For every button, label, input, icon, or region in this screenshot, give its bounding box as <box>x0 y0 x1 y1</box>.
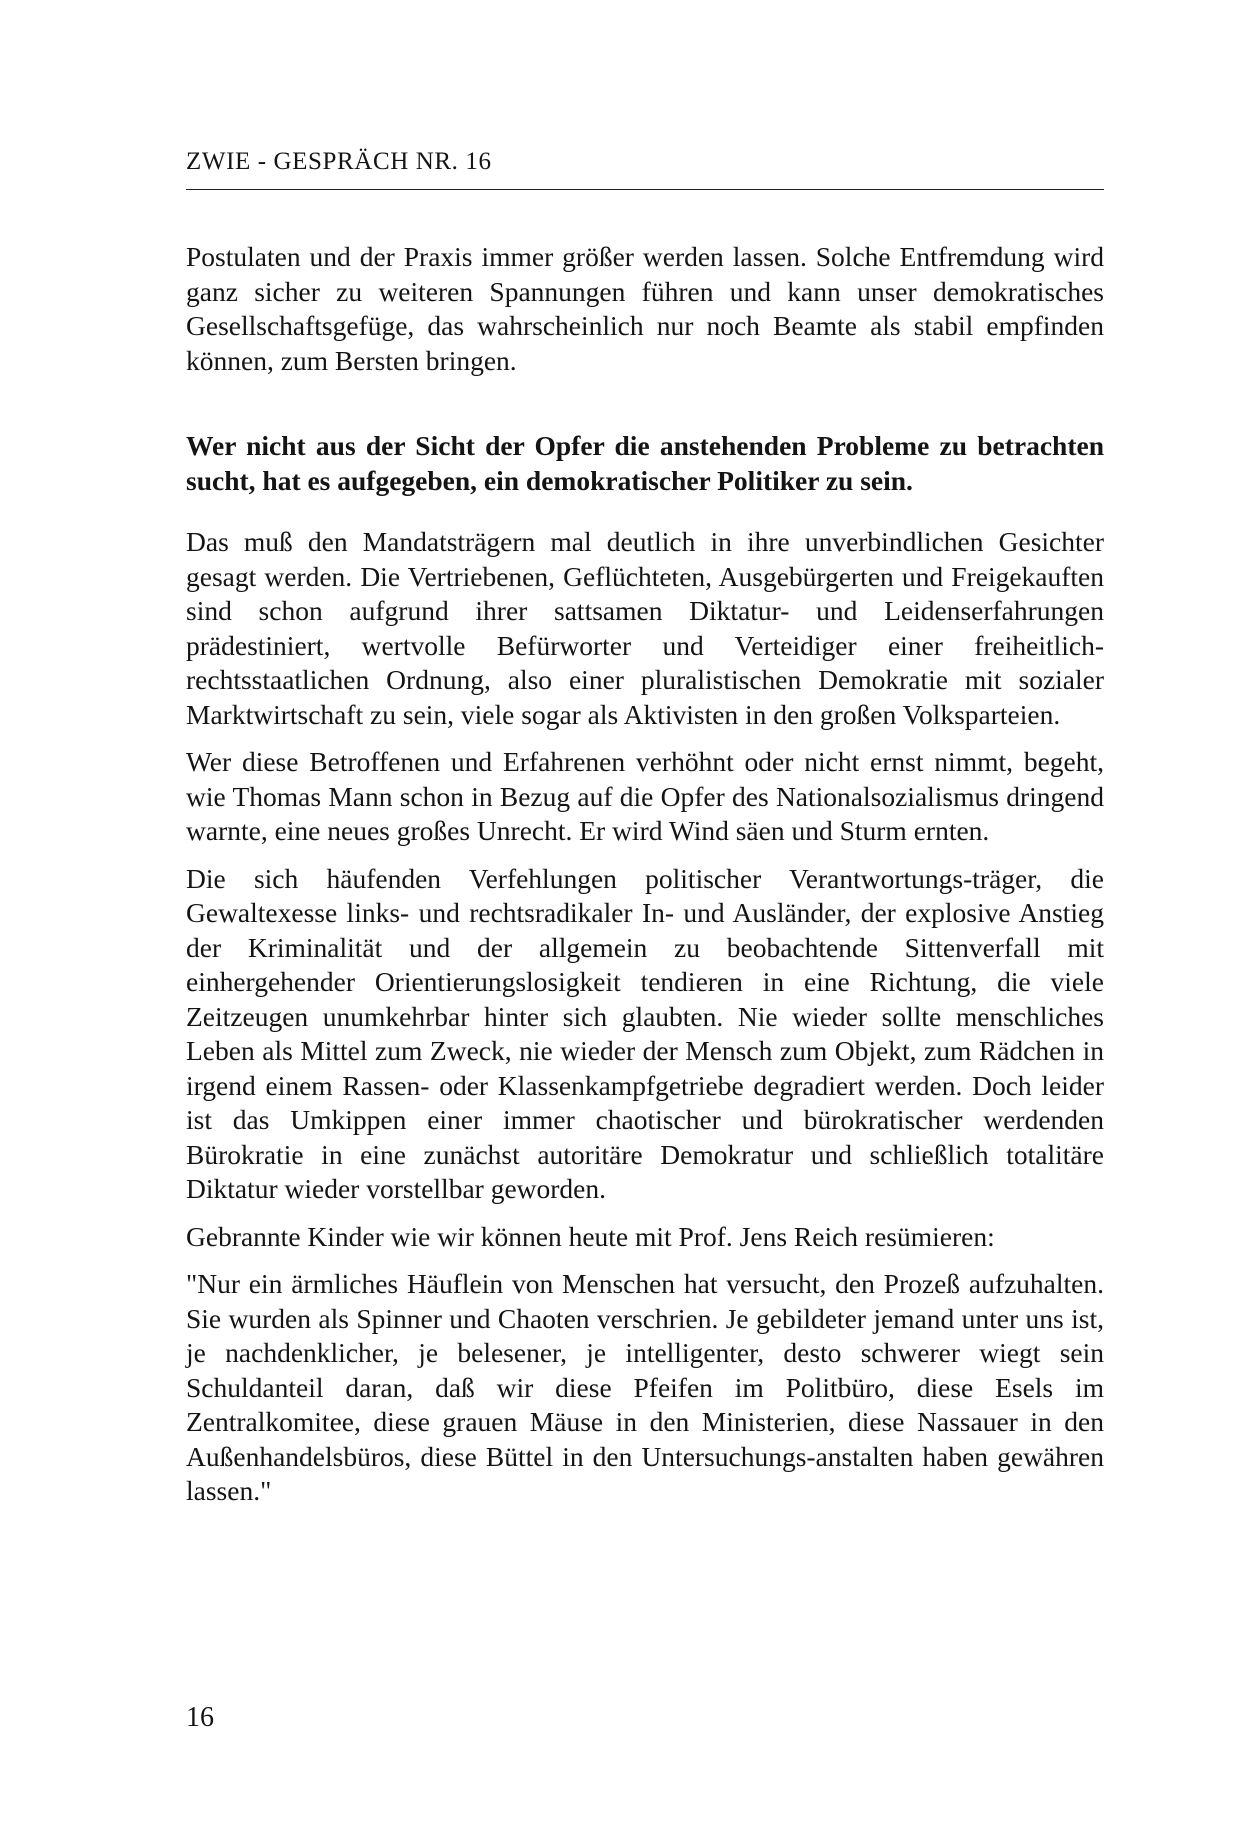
paragraph: Das muß den Mandatsträgern mal deutlich in ihre unverbindlichen Gesichter gesagt werden. Die Vertriebenen, Geflüchteten, Ausgebürgerten und Freigekauften sind schon aufgrund ihrer sattsamen Diktatur- und Leidenserfahrungen prädestiniert, wertvolle Befürworter und Verteidiger einer freiheitlich-rechtsstaatlichen Ordnung, also einer pluralistischen Demokratie mit sozialer Marktwirtschaft zu sein, viele sogar als Aktivisten in den großen Volksparteien. <box>186 526 1104 730</box>
bold-statement: Wer nicht aus der Sicht der Opfer die anstehenden Probleme zu betrachten sucht, hat es aufgegeben, ein demokratischer Politiker zu sein. <box>186 430 1104 496</box>
header-rule <box>186 189 1104 190</box>
page-number: 16 <box>186 1702 214 1733</box>
paragraph: Wer diese Betroffenen und Erfahrenen verhöhnt oder nicht ernst nimmt, begeht, wie Thomas Mann schon in Bezug auf die Opfer des Nationalsozialismus dringend warnte, eine neues großes Unrecht. Er wird Wind säen und Sturm ernten. <box>186 746 1104 846</box>
quotation: "Nur ein ärmliches Häuflein von Menschen hat versucht, den Prozeß aufzuhalten. Sie wurden als Spinner und Chaoten verschrien. Je gebildeter jemand unter uns ist, je nachdenklicher, je belesener, je intelligenter, desto schwerer wiegt sein Schuldanteil daran, daß wir diese Pfeifen im Politbüro, diese Esels im Zentralkomitee, diese grauen Mäuse in den Ministerien, diese Nassauer in den Außenhandelsbüros, diese Büttel in den Untersuchungs-anstalten haben gewähren lassen." <box>186 1268 1104 1506</box>
paragraph: Gebrannte Kinder wie wir können heute mit Prof. Jens Reich resümieren: <box>186 1220 995 1252</box>
paragraph: Die sich häufenden Verfehlungen politischer Verantwortungs-träger, die Gewaltexesse links- und rechtsradikaler In- und Ausländer, der explosive Anstieg der Kriminalität und der allgemein zu beobachtende Sittenverfall mit einhergehender Orientierungslosigkeit tendieren in eine Richtung, die viele Zeitzeugen unumkehrbar hinter sich glaubten. Nie wieder sollte menschliches Leben als Mittel zum Zweck, nie wieder der Mensch zum Objekt, zum Rädchen in irgend einem Rassen- oder Klassenkampfgetriebe degradiert werden. Doch leider ist das Umkippen einer immer chaotischer und bürokratischer werdenden Bürokratie in eine zunächst autoritäre Demokratur und schließlich totalitäre Diktatur wieder vorstellbar geworden. <box>186 862 1104 1204</box>
page-body <box>186 240 1104 1509</box>
document-page <box>186 0 1104 1825</box>
running-header: ZWIE - GESPRÄCH NR. 16 <box>186 148 492 175</box>
paragraph-continuation: Postulaten und der Praxis immer größer werden lassen. Solche Entfremdung wird ganz sicher zu weiteren Spannungen führen und kann unser demokratisches Gesellschaftsgefüge, das wahrscheinlich nur noch Beamte als stabil empfinden können, zum Bersten bringen. <box>186 241 1104 376</box>
